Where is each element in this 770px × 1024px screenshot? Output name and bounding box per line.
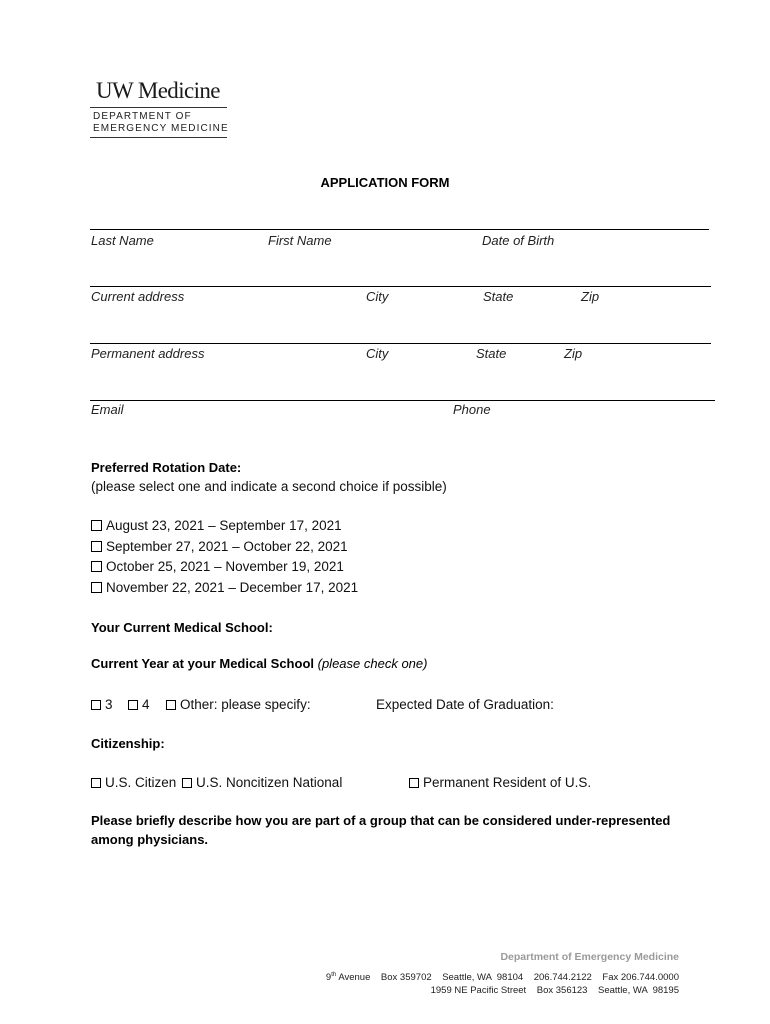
city-label-1: City [366,289,389,304]
uw-medicine-logo: UW Medicine [96,78,220,103]
checkbox[interactable] [91,778,101,788]
underrep-question-line2: among physicians. [91,832,209,847]
year-option-other[interactable] [166,697,311,712]
form-title: APPLICATION FORM [320,175,450,190]
citizenship-permanent-resident-label: Permanent Resident of U.S. [423,775,592,790]
year-option-3-label: 3 [105,697,113,712]
checkbox[interactable] [128,700,138,710]
logo-emergency-line: EMERGENCY MEDICINE [93,123,229,134]
citizenship-heading: Citizenship: [91,736,165,751]
permanent-address-label: Permanent address [91,346,205,361]
citizenship-us-citizen[interactable] [91,775,176,790]
rotation-option-label: September 27, 2021 – October 22, 2021 [106,539,348,554]
citizenship-permanent-resident[interactable] [409,775,591,790]
rotation-instruction: (please select one and indicate a second choice if possible) [91,479,447,494]
checkbox[interactable] [91,700,101,710]
checkbox[interactable] [166,700,176,710]
city-label-2: City [366,346,389,361]
rotation-option-label: October 25, 2021 – November 19, 2021 [106,559,344,574]
citizenship-noncitizen[interactable] [182,775,342,790]
year-option-4-label: 4 [142,697,150,712]
first-name-label: First Name [268,233,332,248]
year-option-4[interactable] [128,697,150,712]
rotation-option-label: August 23, 2021 – September 17, 2021 [106,518,342,533]
email-label: Email [91,402,124,417]
footer-department: Department of Emergency Medicine [500,951,679,963]
last-name-label: Last Name [91,233,154,248]
medical-school-label: Your Current Medical School: [91,620,273,635]
state-label-2: State [476,346,507,361]
checkbox[interactable] [91,520,102,531]
current-year-label: Current Year at your Medical School [91,656,314,671]
phone-label: Phone [453,402,491,417]
rotation-option[interactable] [91,580,358,595]
logo-divider [90,107,227,108]
checkbox[interactable] [91,582,102,593]
current-address-line [90,286,711,287]
year-option-3[interactable] [91,697,113,712]
rotation-option-label: November 22, 2021 – December 17, 2021 [106,580,359,595]
checkbox[interactable] [409,778,419,788]
checkbox[interactable] [91,541,102,552]
logo-department-line: DEPARTMENT OF [93,111,192,122]
rotation-option[interactable] [91,539,348,554]
citizenship-noncitizen-label: U.S. Noncitizen National [196,775,343,790]
zip-label-1: Zip [581,289,600,304]
underrep-question-line1: Please briefly describe how you are part of a group that can be considered under-represented [91,813,671,828]
footer-address-1-rest: Avenue Box 359702 Seattle, WA 98104 206.744.2122 Fax 206.744.0000 [336,972,679,984]
email-row-line [90,400,715,401]
checkbox[interactable] [182,778,192,788]
year-option-other-label: Other: please specify: [180,697,311,712]
name-row-line [90,229,709,230]
citizenship-us-citizen-label: U.S. Citizen [105,775,177,790]
permanent-address-line [90,343,711,344]
footer-address-1-num: 9 [325,972,332,984]
graduation-date-label: Expected Date of Graduation: [376,697,554,712]
footer-address-1 [326,972,679,983]
checkbox[interactable] [91,561,102,572]
footer-address-1-sup: th [331,972,337,978]
current-year-hint: (please check one) [317,656,428,671]
state-label-1: State [483,289,514,304]
zip-label-2: Zip [564,346,583,361]
current-address-label: Current address [91,289,185,304]
current-year-question [91,656,427,671]
logo-divider-bottom [90,137,227,138]
rotation-option[interactable] [91,559,344,574]
rotation-heading: Preferred Rotation Date: [91,460,242,475]
footer-address-2: 1959 NE Pacific Street Box 356123 Seattle, WA 98195 [430,985,679,996]
rotation-option[interactable] [91,518,342,533]
dob-label: Date of Birth [482,233,555,248]
